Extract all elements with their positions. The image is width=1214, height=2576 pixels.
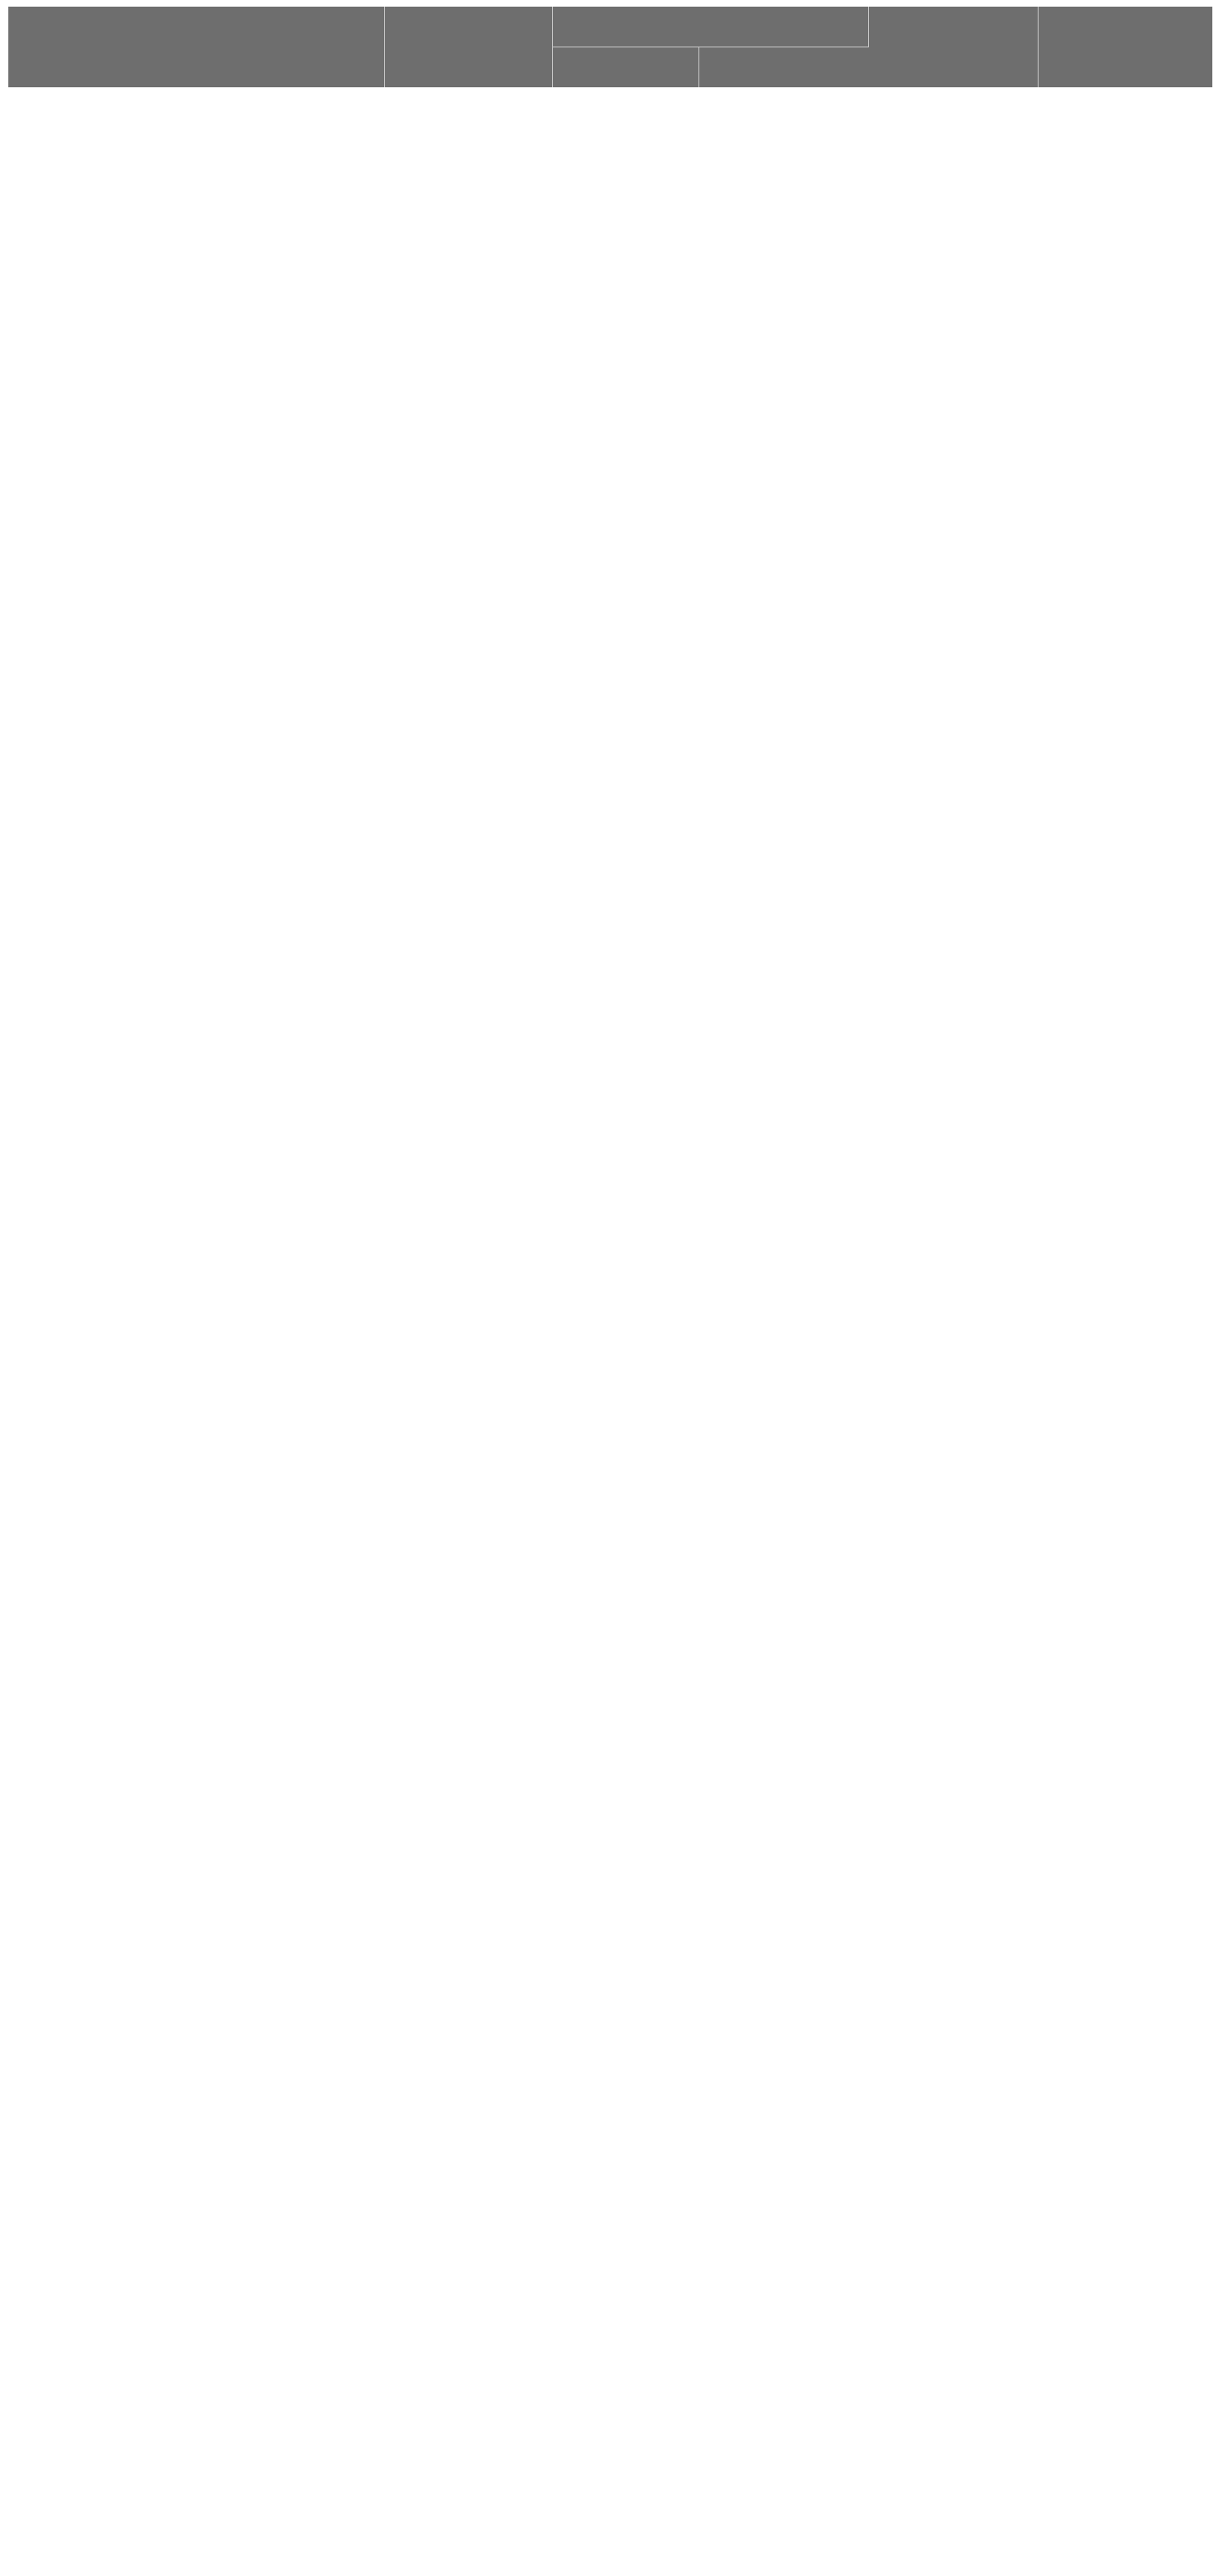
gpx-table	[8, 7, 1212, 87]
header-type-of-biotic-stress	[868, 7, 1038, 87]
header-pathogen-type	[698, 47, 868, 88]
header-pathogen-species	[552, 47, 698, 88]
header-pathogen	[552, 7, 868, 47]
header-types-of-gpxs	[8, 7, 384, 87]
table-header	[8, 7, 1212, 87]
header-host-plant-species	[384, 7, 552, 87]
header-references	[1038, 7, 1212, 87]
